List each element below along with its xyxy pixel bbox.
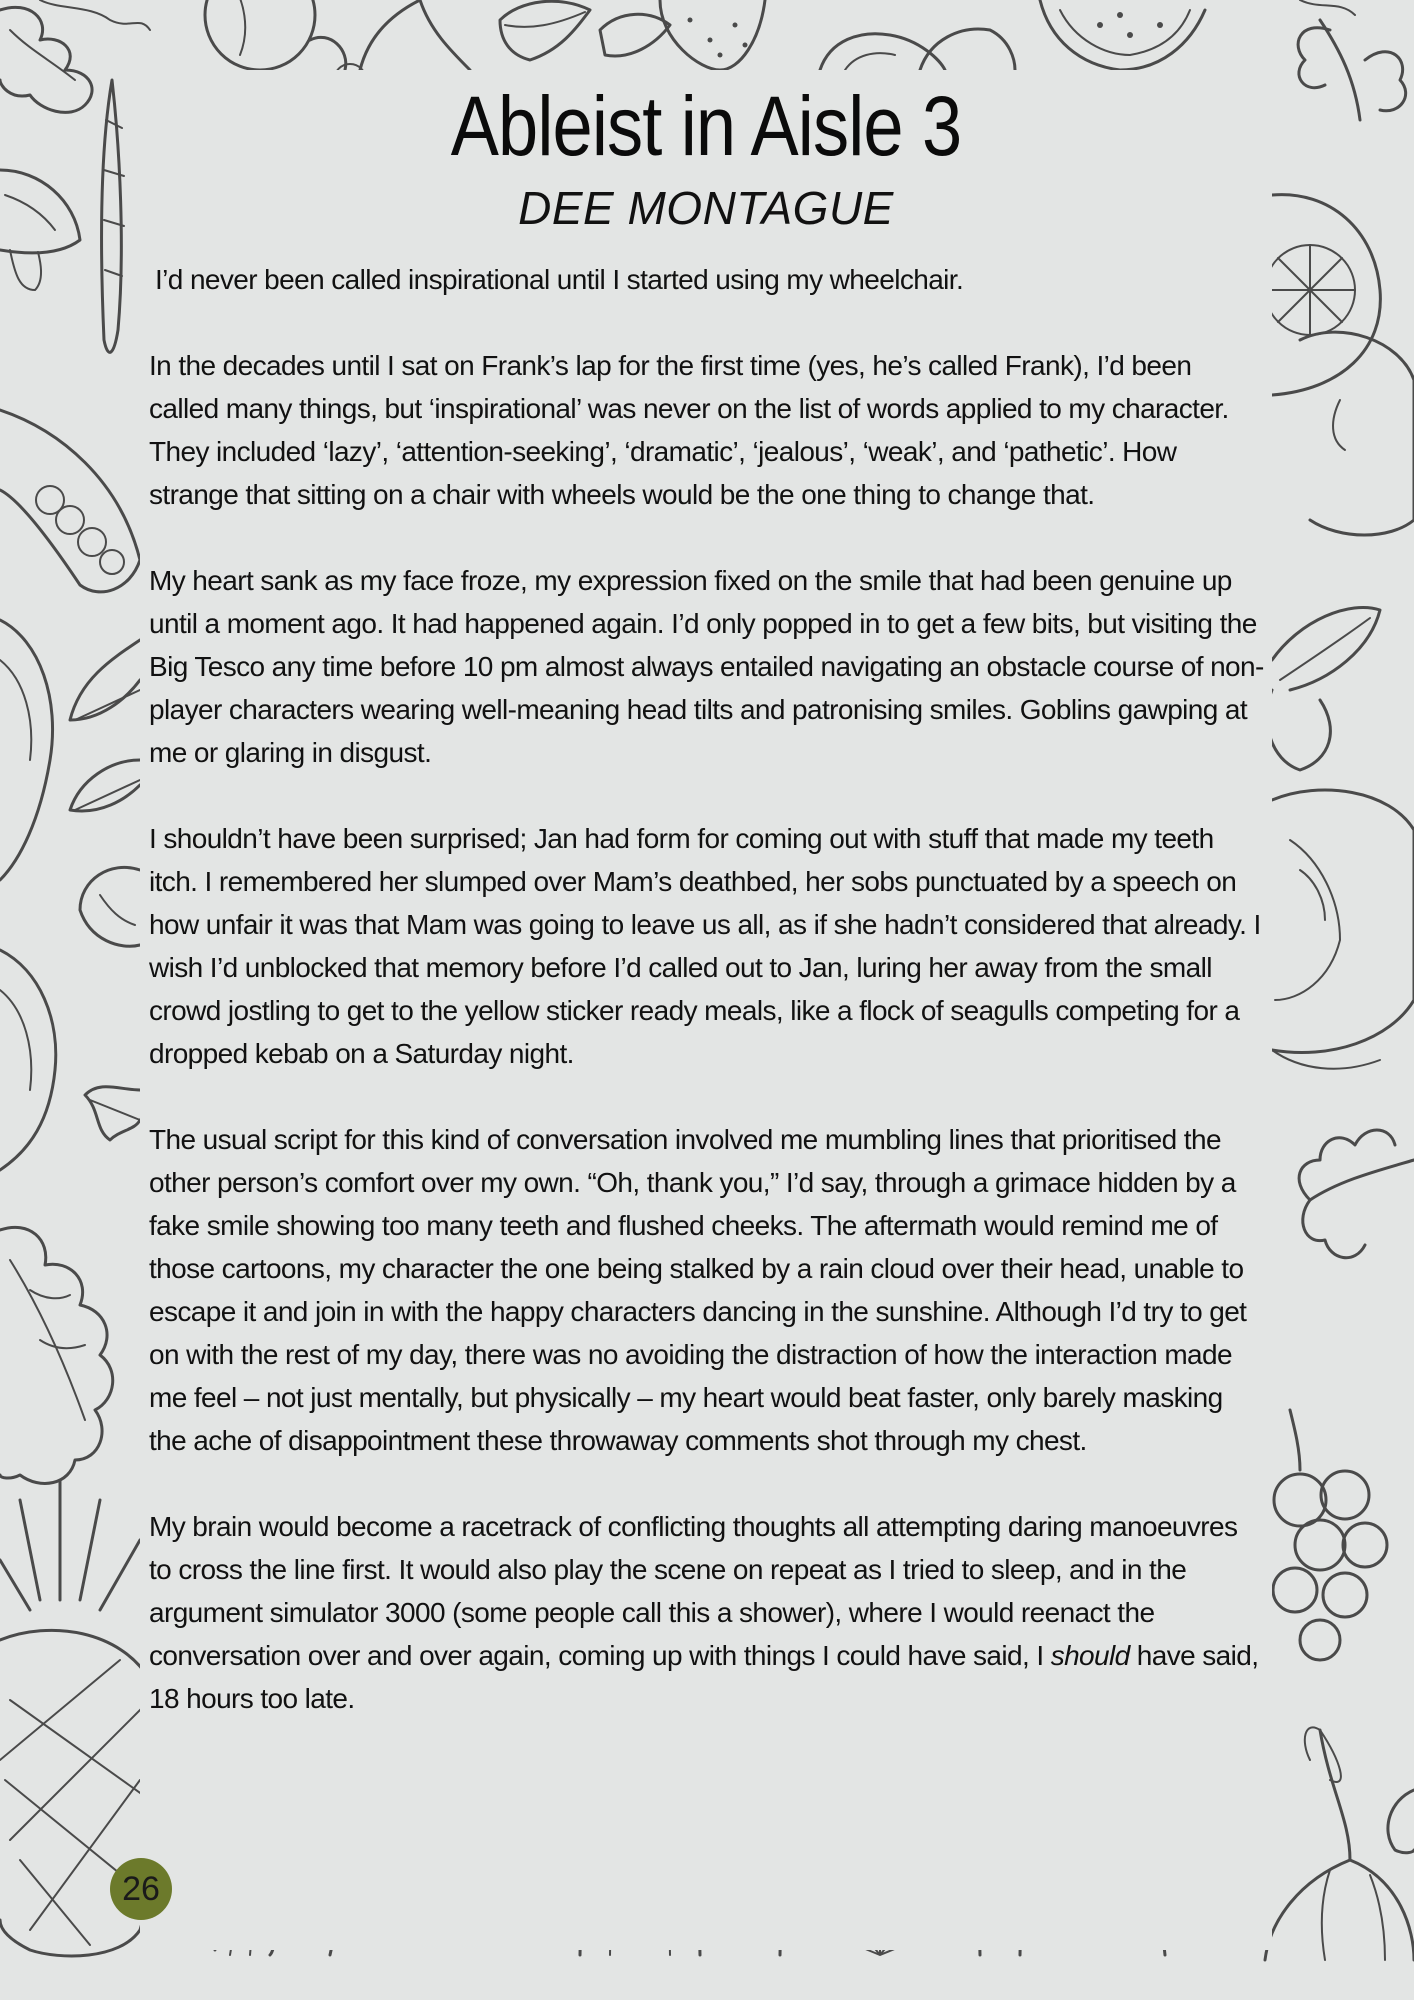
basil-leaf-doodle-right (1267, 607, 1380, 770)
maple-leaf-doodle-left (85, 1087, 140, 1140)
melon-half-doodle-left (0, 620, 53, 880)
story-paragraph: In the decades until I sat on Frank’s lap for the first time (yes, he’s called Frank), I’d been called many things, but ‘inspirational’ was never on the list of words applied to my character. They included ‘lazy’, ‘attention-seeking’, ‘dramatic’, ‘jealous’, ‘weak’, and ‘pathetic’. How strange that sitting on a chair with wheels would be the one thing to change that. (149, 350, 1229, 510)
tomato-slice-doodle-right (1265, 195, 1380, 395)
parsley-doodle-top-right (1298, 0, 1406, 120)
story-paragraph: The usual script for this kind of conversation involved me mumbling lines that prioritised the other person’s comfort over my own. “Oh, thank you,” I’d say, through a grimace hidden by a fake smile showing too many teeth and flushed cheeks. The aftermath would remind me of those cartoons, my character the one being stalked by a rain cloud over their head, unable to escape it and join in with the happy characters dancing in the sunshine. Although I’d try to get on with the rest of my day, there was no avoiding the distraction of how the interaction made me feel – not just mentally, but physically – my heart would beat faster, only barely masking the ache of disappointment these throwaway comments shot through my chest. (149, 1124, 1247, 1456)
paragraph-text-before: My brain would become a racetrack of conflicting thoughts all attempting daring manoeuvres to cross the line first. It would also play the scene on repeat as I tried to sleep, and in the argument simulator 3000 (some people call this a shower), where I would reenact the conversation over and over again, coming up with things I could have said, I (149, 1511, 1238, 1671)
apple-doodle-top (205, 0, 346, 70)
onion-doodle-bottom-right (1265, 1727, 1414, 1960)
coconut-doodle-right (1272, 790, 1414, 1069)
story-body (149, 258, 1264, 1763)
coconut-shell-doodle-left (80, 867, 140, 946)
grapes-doodle-right (1273, 1410, 1387, 1660)
apple-doodle-right (1300, 332, 1414, 535)
story-paragraph: I shouldn’t have been surprised; Jan had form for coming out with stuff that made my teeth itch. I remembered her slumped over Mam’s deathbed, her sobs punctuated by a speech on how unfair it was that Mam was going to leave us all, as if she hadn’t considered that already. I wish I’d unblocked that memory before I’d called out to Jan, luring her away from the small crowd jostling to get to the yellow sticker ready meals, like a flock of seagulls competing for a dropped kebab on a Saturday night. (149, 823, 1261, 1069)
page-number-badge: 26 (110, 1858, 172, 1920)
story-paragraph-last (149, 1505, 1264, 1720)
author-byline: DEE MONTAGUE (518, 182, 894, 234)
emphasized-word: should (1050, 1640, 1130, 1671)
paragraph-text-after: have said, 18 hours too late. (149, 1640, 1259, 1714)
mushroom-doodle-left (0, 170, 80, 290)
asparagus-doodle-left (102, 80, 124, 352)
story-paragraph: I’d never been called inspirational until I started using my wheelchair. (155, 264, 964, 295)
lettuce-doodle-top-left (0, 0, 150, 112)
peapod-doodle-left (0, 410, 140, 592)
mint-leaf-doodle-top (500, 1, 670, 60)
orange-half-doodle-left (0, 950, 56, 1170)
story-paragraph: My heart sank as my face froze, my expression fixed on the smile that had been genuine up until a moment ago. It had happened again. I’d only popped in to get a few bits, but visiting the Big Tesco any time before 10 pm almost always entailed navigating an obstacle course of non-player characters wearing well-meaning head tilts and patronising smiles. Goblins gawping at me or glaring in disgust. (149, 565, 1264, 768)
watermelon-doodle-top (1040, 0, 1205, 70)
lettuce-doodle-left (0, 1227, 113, 1483)
citrus-slice-doodle-top (820, 29, 1015, 70)
strawberry-doodle-top (660, 0, 765, 70)
parsley-doodle-right (1299, 1130, 1414, 1258)
pepper-doodle-right-edge (1388, 1790, 1414, 1853)
leaf-sprig-doodle-left (70, 640, 140, 811)
article-title: Ableist in Aisle 3 (450, 79, 962, 173)
